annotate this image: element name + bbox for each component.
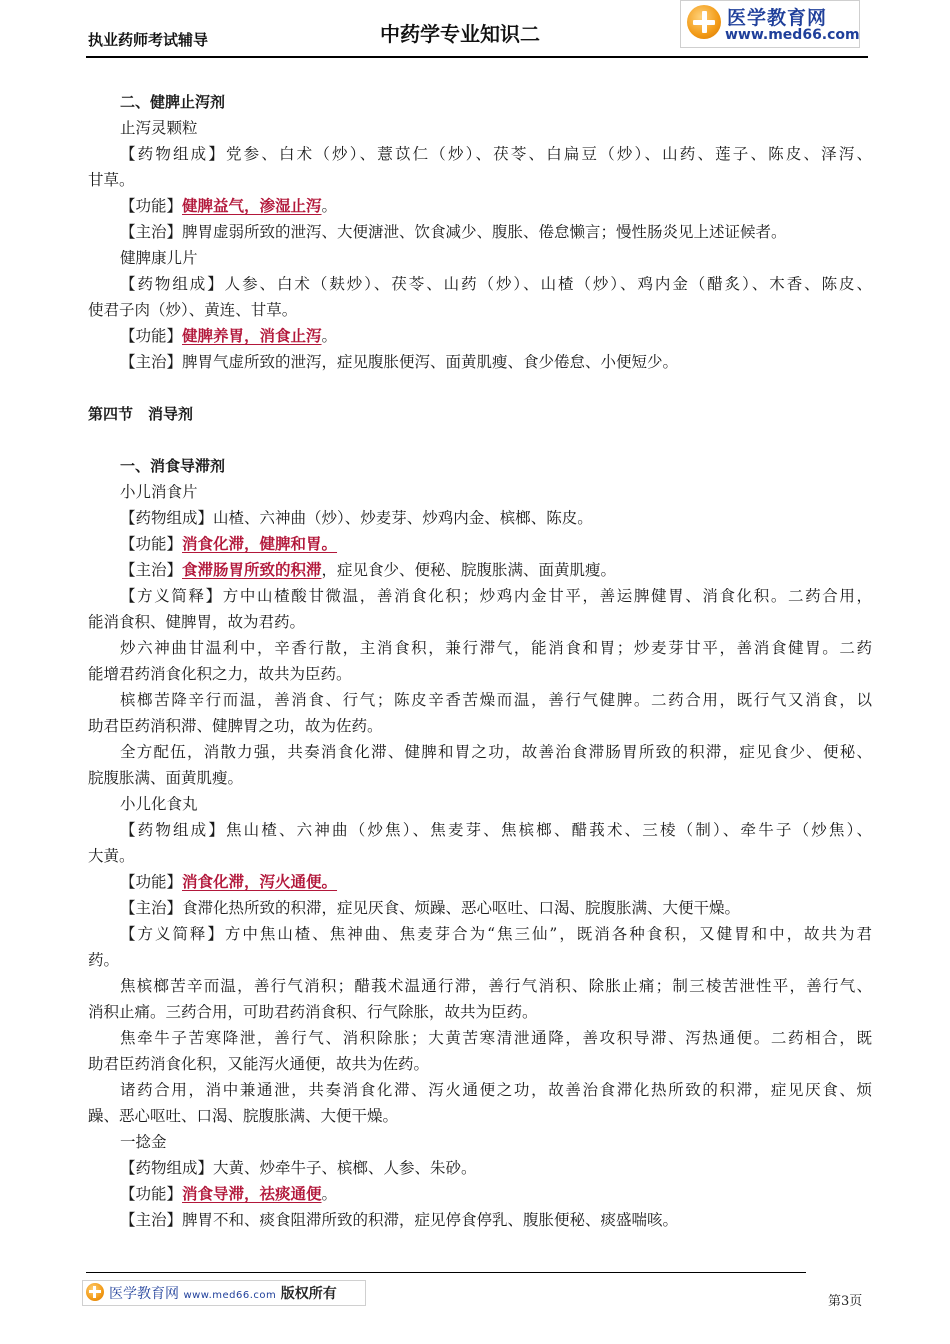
- label: 【功能】: [120, 535, 183, 553]
- label: 【功能】: [120, 873, 183, 891]
- spacer: [88, 375, 872, 401]
- indication-line: [88, 557, 872, 583]
- section-heading: 二、健脾止泻剂: [120, 93, 226, 111]
- paragraph-line: 全方配伍，消散力强，共奏消食化滞、健脾和胃之功，故善治食滞肠胃所致的积滞，症见食少、便秘、: [120, 743, 872, 761]
- footer-rights: 版权所有: [280, 1286, 337, 1302]
- paragraph-line: 使君子肉（炒）、黄连、甘草。: [88, 301, 298, 319]
- paragraph-line: 【主治】食滞化热所致的积滞，症见厌食、烦躁、恶心呕吐、口渴、脘腹胀满、大便干燥。: [120, 899, 741, 917]
- footer-logo-text: [109, 1283, 337, 1303]
- paragraph-line: 消积止痛。三药合用，可助君药消食积、行气除胀，故共为臣药。: [88, 1003, 538, 1021]
- paragraph-line: 【主治】脾胃不和、痰食阻滞所致的积滞，症见停食停乳、腹胀便秘、痰盛喘咳。: [120, 1211, 679, 1229]
- paragraph-line: 【药物组成】人参、白术（麸炒）、茯苓、山药（炒）、山楂（炒）、鸡内金（醋炙）、木香、陈皮、: [120, 275, 872, 293]
- paragraph-line: 躁、恶心呕吐、口渴、脘腹胀满、大便干燥。: [88, 1107, 399, 1125]
- chapter-heading: 第四节 消导剂: [88, 405, 194, 423]
- header-divider: [86, 56, 868, 58]
- paragraph-line: 【药物组成】山楂、六神曲（炒）、炒麦芽、炒鸡内金、槟榔、陈皮。: [120, 509, 593, 527]
- formula-name: 小儿化食丸: [120, 795, 198, 813]
- spacer: [88, 427, 872, 453]
- formula-name: 健脾康儿片: [120, 249, 198, 267]
- header-left-title: 执业药师考试辅导: [88, 31, 209, 49]
- punct: 。: [321, 1185, 338, 1203]
- paragraph-line: 助君臣药消积滞、健脾胃之功，故为佐药。: [88, 717, 383, 735]
- paragraph-line: 助君臣药消食化积，又能泻火通便，故共为佐药。: [88, 1055, 430, 1073]
- punct: 。: [321, 327, 338, 345]
- cross-icon: [86, 1283, 104, 1301]
- paragraph-line: 【主治】脾胃气虚所致的泄泻，症见腹胀便泻、面黄肌瘦、食少倦怠、小便短少。: [120, 353, 679, 371]
- function-line: [88, 323, 872, 349]
- paragraph-line: 能增君药消食化积之力，故共为臣药。: [88, 665, 352, 683]
- paragraph-line: 诸药合用，消中兼通泄，共奏消食化滞、泻火通便之功，故善治食滞化热所致的积滞，症见厌食、烦: [120, 1081, 872, 1099]
- paragraph-line: 【方义简释】方中焦山楂、焦神曲、焦麦芽合为“焦三仙”，既消各种食积，又健胃和中，故共为君: [120, 925, 872, 943]
- paragraph-line: 能消食积、健脾胃，故为君药。: [88, 613, 306, 631]
- function-line: [88, 1181, 872, 1207]
- header-center-title: 中药学专业知识二: [380, 22, 540, 46]
- label: 【主治】: [120, 561, 183, 579]
- label: 【功能】: [120, 197, 183, 215]
- punct: 。: [321, 197, 338, 215]
- highlight-text: 健脾益气，渗湿止泻: [182, 196, 322, 215]
- label: 【功能】: [120, 1185, 183, 1203]
- paragraph-line: 脘腹胀满、面黄肌瘦。: [88, 769, 244, 787]
- highlight-text: 消食导滞，祛痰通便: [182, 1184, 322, 1203]
- footer-logo: [82, 1280, 366, 1306]
- formula-name: 一捻金: [120, 1133, 167, 1151]
- paragraph-line: 【药物组成】党参、白术（炒）、薏苡仁（炒）、茯苓、白扁豆（炒）、山药、莲子、陈皮、泽泻、: [120, 145, 872, 163]
- main-content: [88, 89, 872, 1233]
- paragraph-line: 【药物组成】焦山楂、六神曲（炒焦）、焦麦芽、焦槟榔、醋莪术、三棱（制）、牵牛子（炒焦）、: [120, 821, 872, 839]
- page-number: 第3页: [828, 1294, 863, 1309]
- paragraph-line: 【主治】脾胃虚弱所致的泄泻、大便溏泄、饮食减少、腹胀、倦怠懒言；慢性肠炎见上述证候者。: [120, 223, 787, 241]
- footer-divider: [86, 1272, 806, 1273]
- paragraph-line: 【方义简释】方中山楂酸甘微温，善消食化积；炒鸡内金甘平，善运脾健胃、消食化积。二药合用，: [120, 587, 872, 605]
- paragraph-line: 甘草。: [88, 171, 135, 189]
- footer-logo-name: 医学教育网: [109, 1286, 179, 1302]
- logo-name: 医学教育网: [727, 7, 828, 29]
- highlight-text: 消食化滞，泻火通便。: [182, 872, 338, 891]
- paragraph-line: 【药物组成】大黄、炒牵牛子、槟榔、人参、朱砂。: [120, 1159, 477, 1177]
- logo-url: www.med66.com: [725, 27, 860, 43]
- highlight-text: 食滞肠胃所致的积滞: [182, 560, 322, 579]
- brand-logo: [680, 0, 860, 48]
- paragraph-line: 炒六神曲甘温利中，辛香行散，主消食积，兼行滞气，能消食和胃；炒麦芽甘平，善消食健胃。二药: [120, 639, 872, 657]
- function-line: [88, 869, 872, 895]
- section-heading: 一、消食导滞剂: [120, 457, 226, 475]
- footer-logo-url: www.med66.com: [183, 1290, 277, 1301]
- paragraph-line: 槟榔苦降辛行而温，善消食、行气；陈皮辛香苦燥而温，善行气健脾。二药合用，既行气又消食，以: [120, 691, 872, 709]
- paragraph-line: 大黄。: [88, 847, 135, 865]
- label: 【功能】: [120, 327, 183, 345]
- function-line: [88, 193, 872, 219]
- function-line: [88, 531, 872, 557]
- paragraph-line: 焦槟榔苦辛而温，善行气消积；醋莪术温通行滞，善行气消积、除胀止痛；制三棱苦泄性平，善行气、: [120, 977, 872, 995]
- highlight-text: 健脾养胃，消食止泻: [182, 326, 322, 345]
- formula-name: 止泻灵颗粒: [120, 119, 198, 137]
- formula-name: 小儿消食片: [120, 483, 198, 501]
- paragraph-line: 药。: [88, 951, 120, 969]
- paragraph-line: 焦牵牛子苦寒降泄，善行气、消积除胀；大黄苦寒清泄通降，善攻积导滞、泻热通便。二药相合，既: [120, 1029, 872, 1047]
- cross-icon: [687, 5, 721, 39]
- highlight-text: 消食化滞，健脾和胃。: [182, 534, 338, 553]
- text: ，症见食少、便秘、脘腹胀满、面黄肌瘦。: [321, 561, 617, 579]
